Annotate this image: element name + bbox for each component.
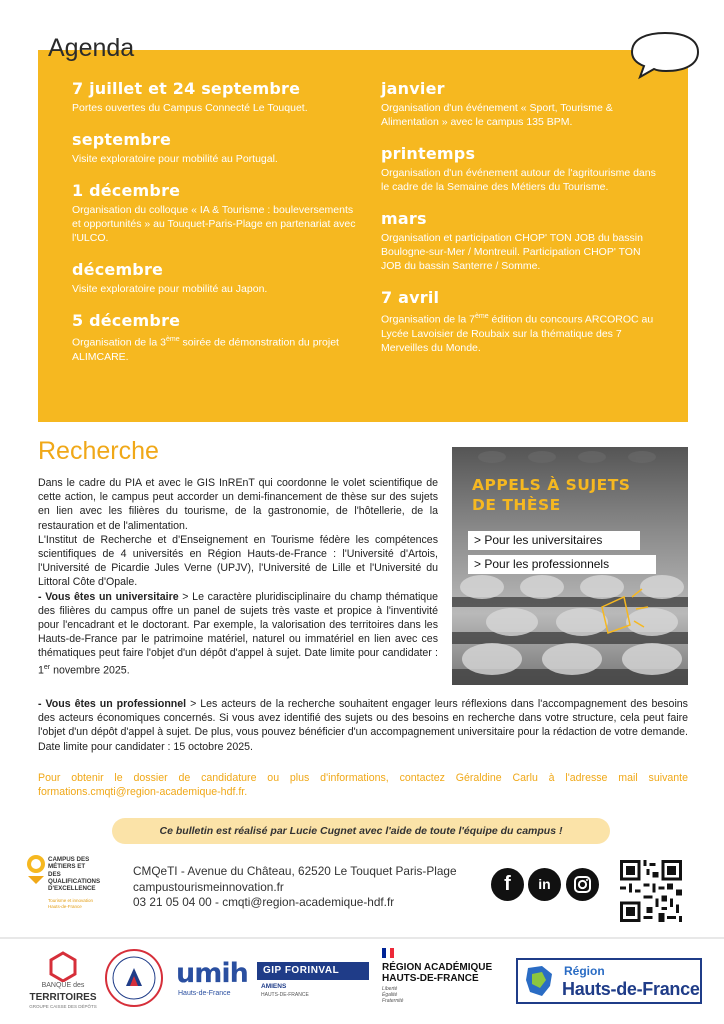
instagram-icon[interactable] (566, 868, 599, 901)
agenda-event (72, 310, 362, 364)
footer-website-link[interactable]: campustourismeinnovation.fr (133, 879, 284, 894)
event-description: Organisation du colloque « IA & Tourisme : bouleversements et opportunités » au Touquet-Paris-Plage en partenariat avec l'ULCO. (72, 204, 356, 244)
event-description: Organisation d'un événement « Sport, Tourisme & Alimentation » avec le campus 135 BPM. (381, 102, 613, 128)
region-academique-logo: RÉGION ACADÉMIQUE HAUTS-DE-FRANCE Liberté Égalité Fraternité (382, 948, 502, 1008)
footer-contact (133, 864, 457, 911)
footer-divider (0, 937, 724, 939)
event-date: 7 juillet et 24 septembre (72, 79, 301, 98)
event-description: Organisation d'un événement autour de l'agritourisme dans le cadre de la Semaine des Métiers du Tourisme. (381, 167, 656, 193)
agenda-event (72, 259, 362, 296)
event-date: janvier (381, 79, 445, 98)
universitaires-link-button[interactable]: > Pour les universitaires (468, 531, 640, 550)
agenda-event (72, 180, 362, 245)
agenda-event (381, 287, 656, 355)
event-date: mars (381, 209, 427, 228)
umih-logo: umih Hauts-de-France (176, 958, 248, 997)
event-date: septembre (72, 130, 171, 149)
thesis-call-title: APPELS À SUJETS DE THÈSE (472, 476, 631, 514)
event-description: Organisation de la 7ème édition du concours ARCOROC au Lycée Lavoisier de Roubaix sur la thématique des 7 Merveilles du Monde. (381, 313, 654, 354)
agenda-column-left (72, 78, 362, 378)
banque-des-territoires-logo: BANQUE des TERRITOIRES GROUPE CAISSE DES DÉPÔTS (28, 950, 98, 1012)
campus-logo-subtitle: Tourisme et innovation Hauts-de-France (48, 898, 94, 909)
agenda-event (381, 78, 656, 129)
agenda-event (381, 208, 656, 273)
investir-avenir-logo (104, 948, 164, 1008)
hexagon-icon (28, 950, 98, 982)
event-description: Organisation et participation CHOP' TON JOB du bassin Boulogne-sur-Mer / Montreuil. Participation CHOP' TON JOB du bassin Santerre / Somme. (381, 232, 643, 272)
region-hauts-de-france-logo: Région Hauts-de-France (516, 958, 702, 1004)
bulletin-credit: Ce bulletin est réalisé par Lucie Cugnet avec l'aide de toute l'équipe du campus ! (112, 818, 610, 844)
event-date: 1 décembre (72, 181, 181, 200)
recherche-paragraph: Dans le cadre du PIA et avec le GIS InREnT qui coordonne le volet scientifique de cette action, le campus peut accorder un demi-financement de thèse sur des sujets en lien avec les filières du tourisme, de la gastronomie, de l'hôtellerie, de la restauration et de l'alimentation. (38, 477, 438, 532)
qr-code-icon[interactable] (620, 860, 682, 922)
footer-address: CMQeTI - Avenue du Château, 62520 Le Touquet Paris-Plage (133, 864, 457, 878)
event-description: Visite exploratoire pour mobilité au Japon. (72, 283, 268, 295)
thesis-call-photo (452, 447, 688, 685)
event-date: 5 décembre (72, 311, 181, 330)
agenda-event (381, 143, 656, 194)
event-description: Organisation de la 3ème soirée de démonstration du projet ALIMCARE. (72, 336, 339, 363)
event-date: printemps (381, 144, 476, 163)
gip-forinval-logo: GIP FORINVAL AMIENS HAUTS-DE-FRANCE (257, 962, 369, 1002)
agenda-event (72, 129, 362, 166)
agenda-title: Agenda (48, 34, 135, 62)
agenda-event (72, 78, 362, 115)
agenda-column-right (381, 78, 656, 369)
facebook-icon[interactable]: f (491, 868, 524, 901)
french-flag-icon (382, 948, 394, 958)
recherche-title: Recherche (38, 437, 159, 465)
campus-logo-text: CAMPUS DES MÉTIERS ET DES QUALIFICATIONS D'EXCELLENCE (48, 856, 101, 893)
recherche-universitaire: - Vous êtes un universitaire > Le caractère pluridisciplinaire du champ thématique des filières du campus offre un panel de sujets très vaste et propice à l'inventivité pour l'encadrant et le doctorant. Par exemple, la valorisation des territoires dans les Hauts-de-France par le patrimoine matériel, naturel ou immatériel en lien avec ces thématiques peut faire l'objet d'un dépôt d'appel à sujet. Date limite pour candidater : 1er novembre 2025. (38, 590, 438, 677)
event-date: 7 avril (381, 288, 440, 307)
speech-bubble-icon (626, 30, 704, 80)
footer-phone-email[interactable]: 03 21 05 04 00 - cmqti@region-academique-hdf.fr (133, 895, 395, 909)
contact-info: Pour obtenir le dossier de candidature ou plus d'informations, contactez Géraldine Carlu à l'adresse mail suivante formations.cmqti@region-academique-hdf.fr. (38, 772, 688, 799)
recherche-professionnel: - Vous êtes un professionnel > Les acteurs de la recherche souhaitent engager leurs réflexions dans l'accompagnement des besoins des acteurs économiques concernés. Si vous avez identifié des sujets ou des besoins en recherche dans votre structure, cela peut faire l'objet d'un dépôt d'appel à sujet. De plus, vous pouvez bénéficier d'un accompagnement universitaire pour la rédaction de votre demande. Date limite pour candidater : 15 octobre 2025. (38, 698, 688, 753)
recherche-intro (38, 476, 438, 677)
event-description: Portes ouvertes du Campus Connecté Le Touquet. (72, 102, 308, 114)
professionnels-link-button[interactable]: > Pour les professionnels (468, 555, 656, 574)
linkedin-icon[interactable]: in (528, 868, 561, 901)
recherche-paragraph: L'Institut de Recherche et d'Enseignement en Tourisme fédère les compétences scientifiques de 4 universités en Région Hauts-de-France : l'Université d'Artois, l'Université de Picardie Jules Verne (UPJV), l'Université de Lille et l'Université du Littoral Côte d'Opale. (38, 533, 438, 589)
region-map-icon (522, 964, 556, 998)
event-date: décembre (72, 260, 164, 279)
event-description: Visite exploratoire pour mobilité au Portugal. (72, 153, 278, 165)
